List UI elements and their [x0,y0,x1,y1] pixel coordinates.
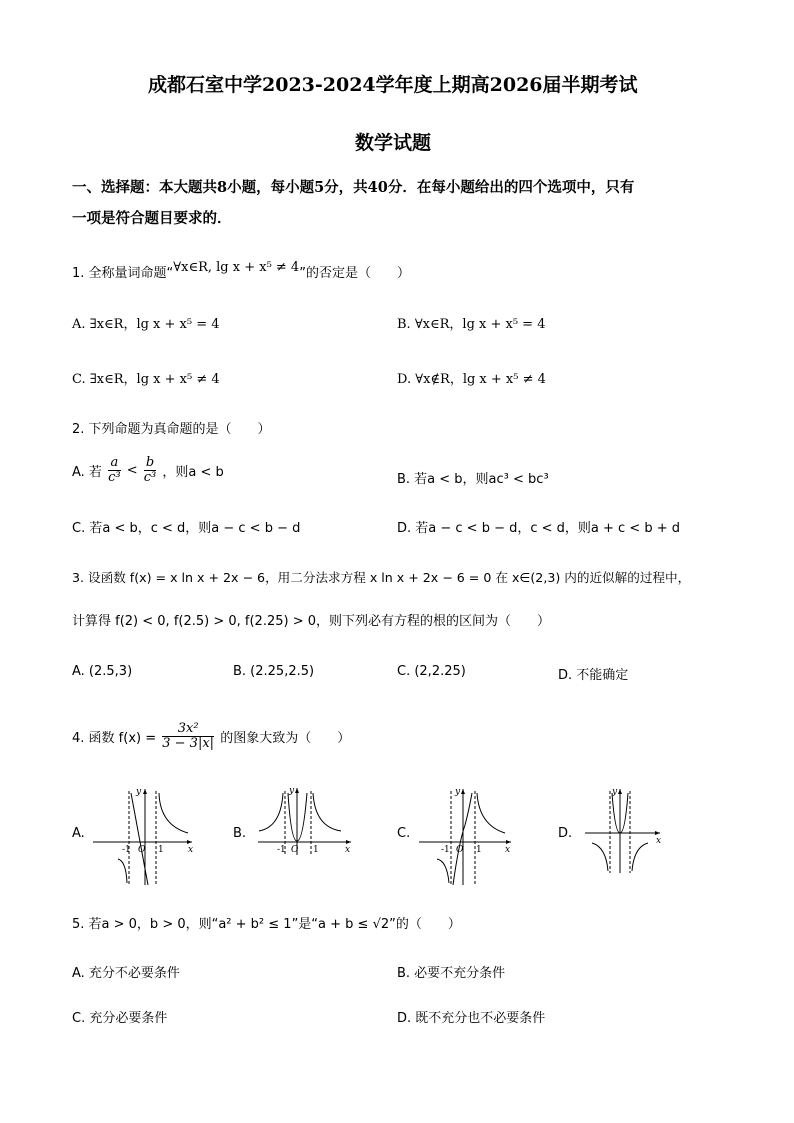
q2-option-d: D. 若a − c < b − d，c < d，则a + c < b + d [397,521,681,536]
q2-a-lt: < [126,463,138,478]
question-1-stem [72,262,410,281]
graph-b-origin: O [291,845,299,855]
q2-option-c: C. 若a < b，c < d，则a − c < b − d [72,521,301,536]
q2-a-den2: c³ [143,470,157,485]
question-4-stem [72,722,350,751]
q3-option-a: A. (2.5,3) [72,664,133,679]
q2-option-b: B. 若a < b，则ac³ < bc³ [397,472,549,487]
q3-option-d: D. 不能确定 [558,668,629,683]
graph-b-y-label: y [289,786,295,796]
q3-option-c: C. (2,2.25) [397,664,466,679]
q1-option-a: A. ∃x∈R，lg x + x⁵ = 4 [72,317,220,332]
q2-a-num2: b [144,456,157,471]
q4-label-b: B. [233,826,247,841]
q2-a-fraction-2 [144,456,157,485]
section-heading-line1: 一、选择题：本大题共8小题，每小题5分，共40分．在每小题给出的四个选项中，只有 [72,179,635,196]
graph-d-y-label: y [612,787,618,797]
q4-fraction [162,722,214,751]
q2-a-den1: c³ [108,470,121,485]
q1-option-b: B. ∀x∈R，lg x + x⁵ = 4 [397,317,546,332]
q4-graph-c [415,785,515,887]
q4-prefix: 4. 函数 f(x) = [72,731,157,746]
graph-c-origin: O [456,845,464,855]
q2-a-num1: a [108,456,121,471]
graph-d-x-label: x [656,836,662,846]
question-3-line1: 3. 设函数 f(x) = x ln x + 2x − 6，用二分法求方程 x ln x + 2x − 6 = 0 在 x∈(2,3) 内的近似解的过程中， [72,570,691,585]
q2-a-prefix: A. 若 [72,465,102,480]
q4-label-a: A. [72,826,85,841]
graph-a-tick-pos: 1 [158,845,164,855]
q4-label-d: D. [558,826,573,841]
graph-b-tick-neg: -1 [277,845,286,855]
q4-label-c: C. [397,826,411,841]
question-2-stem: 2. 下列命题为真命题的是（ ） [72,422,271,437]
q2-a-fraction-1 [108,456,121,485]
q4-suffix: 的图象大致为（ ） [220,731,351,746]
page-title: 成都石室中学2023-2024学年度上期高2026届半期考试 [148,74,638,96]
question-3-line2: 计算得 f(2) < 0, f(2.5) > 0, f(2.25) > 0，则下列必有方程的根的区间为（ ） [72,614,550,629]
q1-formula: ∀x∈R, lg x + x⁵ ≠ 4 [173,260,300,275]
q1-prefix: 1. 全称量词命题“ [72,266,174,281]
q4-num: 3x² [162,722,214,737]
graph-c-x-label: x [505,845,511,855]
graph-c-tick-neg: -1 [441,845,450,855]
graph-a-origin: O [138,845,146,855]
q4-graph-d [582,785,664,875]
question-5-stem: 5. 若a > 0，b > 0，则“a² + b² ≤ 1”是“a + b ≤ √2”的（ ） [72,917,461,932]
graph-b-x-label: x [345,845,351,855]
graph-a-tick-neg: -1 [122,845,131,855]
graph-a-y-label: y [136,787,142,797]
section-heading-line2: 一项是符合题目要求的． [72,210,232,227]
page-subtitle: 数学试题 [355,132,432,154]
q2-option-a [72,456,224,485]
q1-option-c: C. ∃x∈R，lg x + x⁵ ≠ 4 [72,372,220,387]
q4-den: 3 − 3|x| [162,736,215,751]
q3-option-b: B. (2.25,2.5) [233,664,315,679]
q4-graph-a [88,785,198,887]
q5-option-c: C. 充分必要条件 [72,1011,168,1026]
graph-c-y-label: y [455,787,461,797]
q1-option-d: D. ∀x∉R，lg x + x⁵ ≠ 4 [397,372,546,387]
q1-suffix: ”的否定是（ ） [299,266,410,281]
q5-option-b: B. 必要不充分条件 [397,966,506,981]
graph-a-x-label: x [188,845,194,855]
q2-a-suffix: ，则a < b [162,465,224,480]
graph-b-tick-pos: 1 [313,845,319,855]
q4-graph-b [255,785,355,857]
graph-c-tick-pos: 1 [476,845,482,855]
q5-option-a: A. 充分不必要条件 [72,966,180,981]
q5-option-d: D. 既不充分也不必要条件 [397,1011,546,1026]
